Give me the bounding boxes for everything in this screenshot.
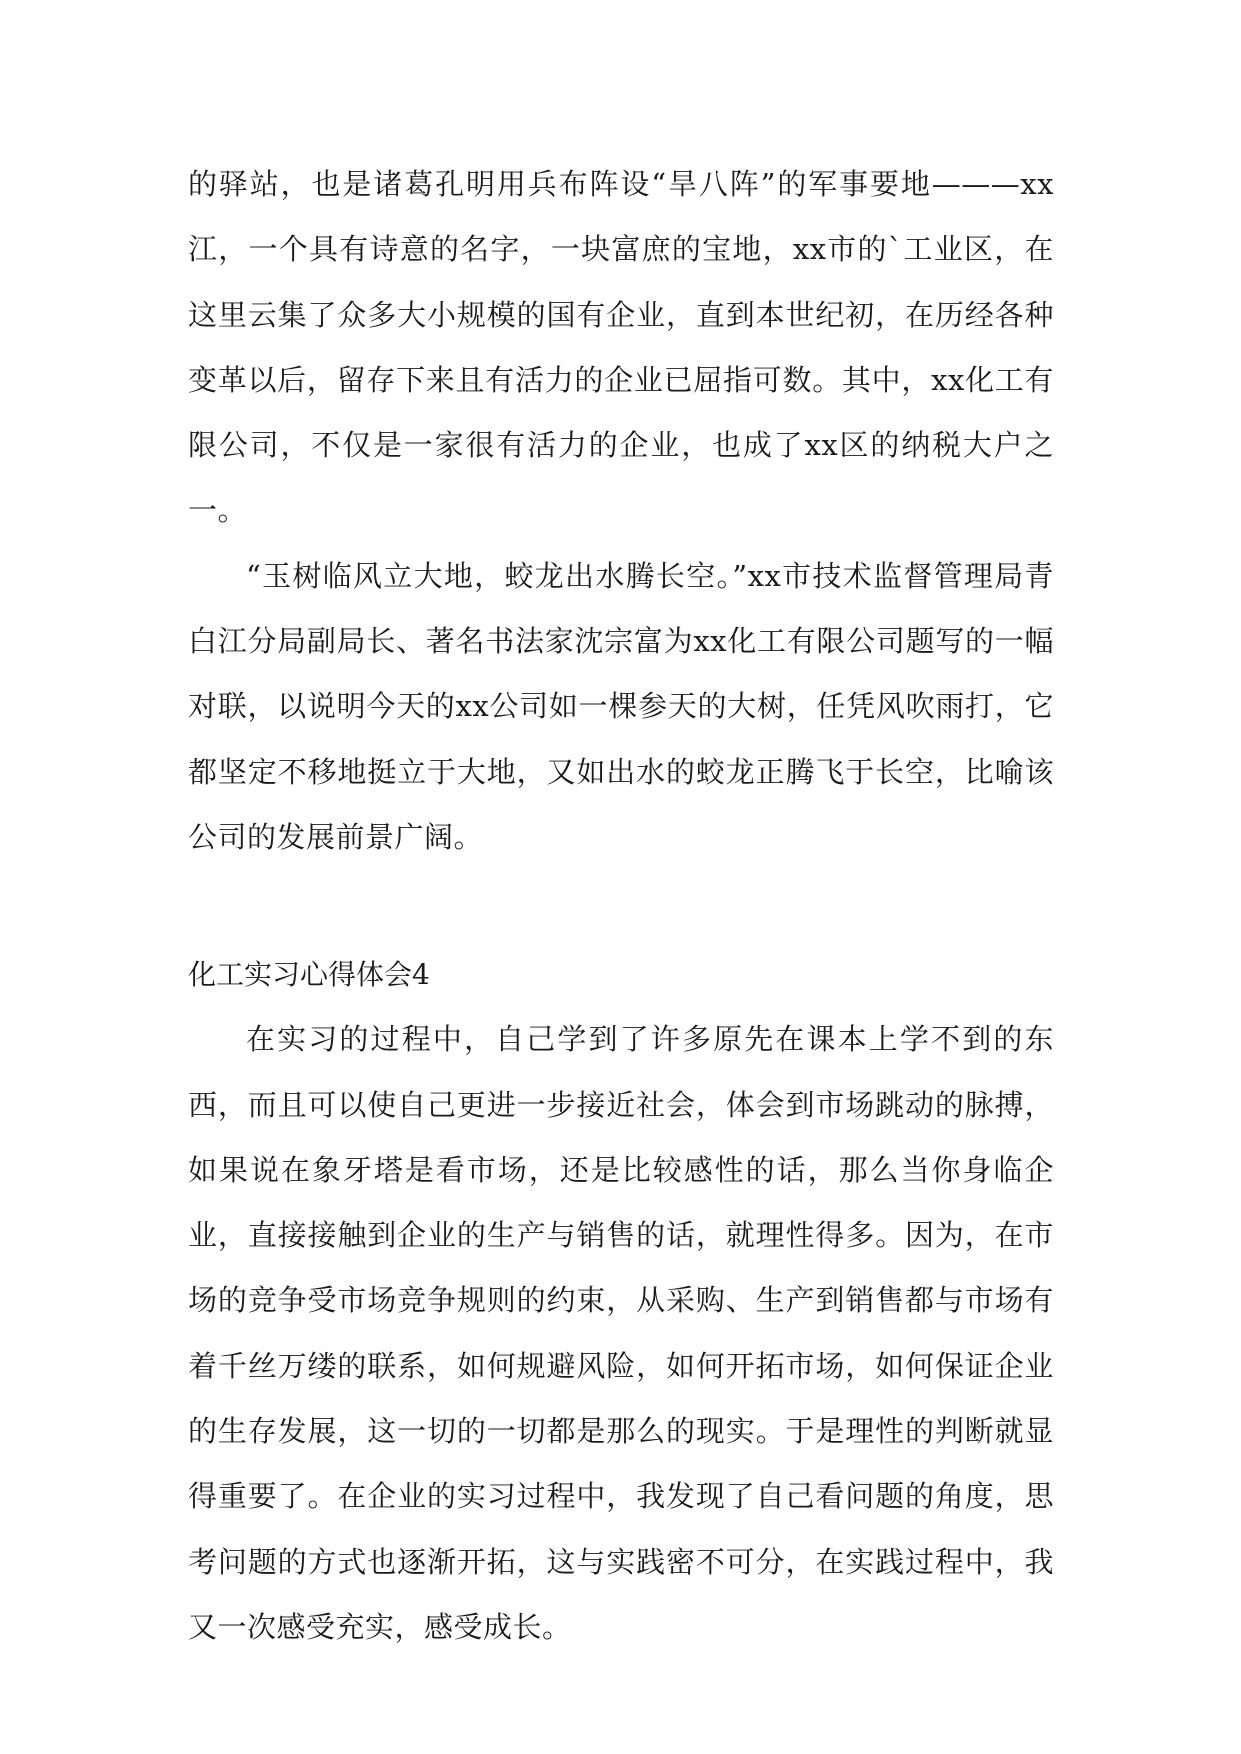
section-heading: 化工实习心得体会4 [188, 958, 430, 992]
paragraph-continued: 的驿站，也是诸葛孔明用兵布阵设“旱八阵”的军事要地———xx江，一个具有诗意的名字，一块富庶的宝地，xx市的`工业区，在这里云集了众多大小规模的国有企业，直到本世纪初，在历经各种变革以后，留存下来且有活力的企业已屈指可数。其中，xx化工有限公司，不仅是一家很有活力的企业，也成了xx区的纳税大户之一。 [188, 167, 1054, 528]
document-body [188, 152, 1054, 1660]
paragraph-internship: 在实习的过程中，自己学到了许多原先在课本上学不到的东西，而且可以使自己更进一步接近社会，体会到市场跳动的脉搏，如果说在象牙塔是看市场，还是比较感性的话，那么当你身临企业，直接接触到企业的生产与销售的话，就理性得多。因为，在市场的竞争受市场竞争规则的约束，从采购、生产到销售都与市场有着千丝万缕的联系，如何规避风险，如何开拓市场，如何保证企业的生存发展，这一切的一切都是那么的现实。于是理性的判断就显得重要了。在企业的实习过程中，我发现了自己看问题的角度，思考问题的方式也逐渐开拓，这与实践密不可分，在实践过程中，我又一次感受充实，感受成长。 [188, 1022, 1054, 1644]
paragraph-couplet: “玉树临风立大地，蛟龙出水腾长空。”xx市技术监督管理局青白江分局副局长、著名书法家沈宗富为xx化工有限公司题写的一幅对联，以说明今天的xx公司如一棵参天的大树，任凭风吹雨打，它都坚定不移地挺立于大地，又如出水的蛟龙正腾飞于长空，比喻该公司的发展前景广阔。 [188, 558, 1054, 854]
section-spacer [188, 870, 1054, 942]
